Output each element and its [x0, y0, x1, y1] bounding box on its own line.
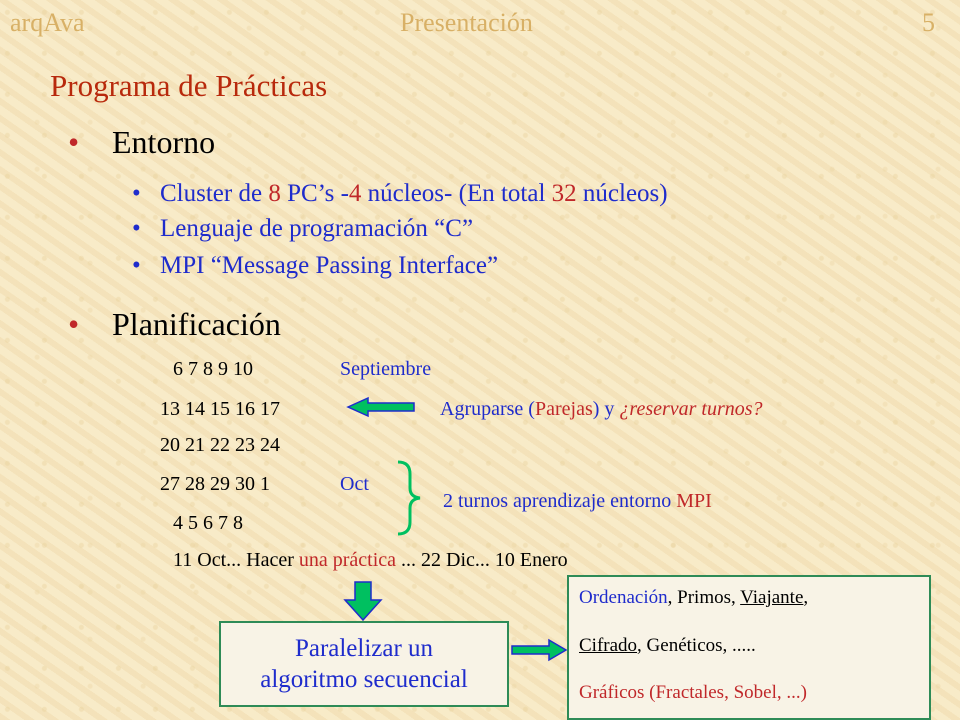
note-agruparse: Agruparse (Parejas) y ¿reservar turnos?: [440, 398, 763, 420]
item-lenguaje: Lenguaje de programación “C”: [160, 215, 474, 242]
bullet-dot: •: [68, 124, 80, 160]
right-arrow-icon: [512, 640, 566, 660]
slide-number: 5: [922, 8, 935, 37]
down-arrow-icon: [345, 582, 381, 620]
days-row-3: 20 21 22 23 24: [160, 434, 280, 456]
curly-brace-icon: [398, 462, 420, 534]
label-septiembre: Septiembre: [340, 358, 432, 380]
days-row-5: 4 5 6 7 8: [173, 512, 243, 534]
sub-bullet-dot: •: [132, 215, 141, 242]
sub-bullet-dot: •: [132, 180, 141, 207]
algorithm-options-box: [567, 575, 931, 720]
days-row-2: 13 14 15 16 17: [160, 398, 280, 420]
options-line-2: Cifrado, Genéticos, .....: [579, 635, 756, 656]
slide-title: Programa de Prácticas: [50, 68, 328, 103]
heading-planificacion: Planificación: [112, 306, 281, 342]
left-arrow-icon: [348, 398, 414, 416]
label-oct: Oct: [340, 473, 369, 495]
days-row-1: 6 7 8 9 10: [173, 358, 253, 380]
header-center: Presentación: [400, 8, 533, 37]
note-turnos: 2 turnos aprendizaje entorno MPI: [443, 490, 712, 512]
options-line-3: Gráficos (Fractales, Sobel, ...): [579, 682, 807, 703]
heading-entorno: Entorno: [112, 124, 216, 160]
sub-bullet-dot: •: [132, 252, 141, 279]
days-row-4: 27 28 29 30 1: [160, 473, 270, 495]
item-mpi: MPI “Message Passing Interface”: [160, 252, 499, 279]
parallelize-box: [219, 621, 509, 707]
bullet-dot: •: [68, 306, 80, 342]
parallelize-line-2: algoritmo secuencial: [260, 666, 468, 693]
header-left: arqAva: [10, 8, 85, 37]
final-line: 11 Oct... Hacer una práctica ... 22 Dic... 10 Enero: [173, 549, 568, 571]
options-line-1: Ordenación, Primos, Viajante,: [579, 587, 809, 608]
parallelize-line-1: Paralelizar un: [294, 635, 434, 662]
item-cluster: Cluster de 8 PC’s -4 núcleos- (En total 32 núcleos): [160, 180, 668, 207]
